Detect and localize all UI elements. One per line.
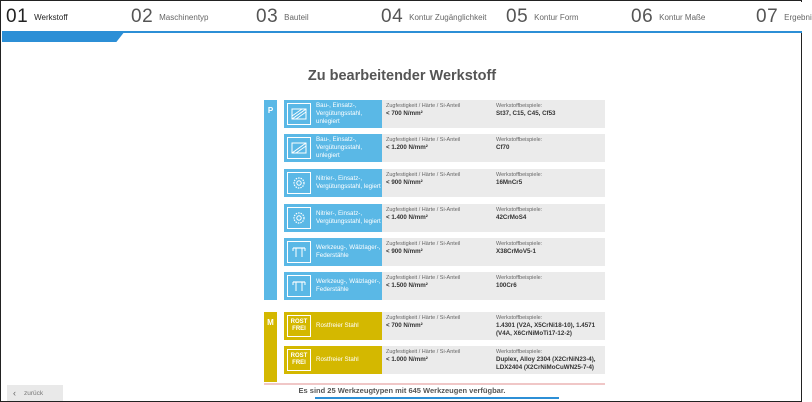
step-01-werkstoff[interactable] — [6, 2, 68, 32]
material-name-cell — [284, 346, 382, 374]
examples-label: Werkstoffbeispiele: — [496, 207, 543, 213]
strength-value: < 1.200 N/mm² — [386, 144, 428, 151]
strength-label: Zugfestigkeit / Härte / Si-Anteil — [386, 241, 461, 247]
examples-cell — [492, 100, 605, 128]
rost-label: ROST — [290, 353, 308, 359]
step-number: 06 — [631, 6, 654, 27]
step-label: Kontur Maße — [659, 12, 706, 22]
strength-label: Zugfestigkeit / Härte / Si-Anteil — [386, 349, 461, 355]
availability-status: Es sind 25 Werkzeugtypen mit 645 Werkzeugen verfügbar. — [298, 386, 506, 395]
material-row[interactable] — [284, 312, 605, 340]
step-label: Werkstoff — [34, 12, 68, 22]
examples-value: 42CrMoS4 — [496, 214, 527, 221]
frei-label: FREI — [292, 326, 306, 332]
material-row[interactable] — [284, 272, 605, 300]
step-05-kontur-form[interactable] — [506, 2, 579, 32]
material-name: Nitrier-, Einsatz-, Vergütungsstahl, legiert — [316, 175, 381, 190]
material-name: Werkzeug-, Wälzlager-, Federstähle — [316, 278, 381, 293]
strength-cell — [382, 169, 492, 197]
step-06-kontur-masse[interactable] — [631, 2, 705, 32]
strength-value: < 900 N/mm² — [386, 179, 423, 186]
material-row[interactable] — [284, 169, 605, 197]
examples-label: Werkstoffbeispiele: — [496, 275, 543, 281]
strength-cell — [382, 134, 492, 162]
group-m-bar: M — [264, 312, 277, 382]
examples-cell — [492, 134, 605, 162]
rost-label: ROST — [290, 319, 308, 325]
step-number: 02 — [131, 6, 154, 27]
strength-value: < 1.400 N/mm² — [386, 214, 428, 221]
examples-cell — [492, 346, 605, 374]
strength-label: Zugfestigkeit / Härte / Si-Anteil — [386, 315, 461, 321]
strength-label: Zugfestigkeit / Härte / Si-Anteil — [386, 103, 461, 109]
step-label: Bauteil — [284, 12, 309, 22]
active-step-indicator — [2, 31, 125, 42]
material-row[interactable] — [284, 346, 605, 374]
footer-underline — [315, 397, 559, 399]
material-name: Nitrier-, Einsatz-, Vergütungsstahl, legiert — [316, 210, 381, 225]
material-row[interactable] — [284, 100, 605, 128]
examples-cell — [492, 204, 605, 232]
strength-cell — [382, 272, 492, 300]
examples-cell — [492, 169, 605, 197]
examples-cell — [492, 238, 605, 266]
strength-cell — [382, 346, 492, 374]
strength-cell — [382, 204, 492, 232]
step-number: 01 — [6, 6, 29, 27]
examples-value: 100Cr6 — [496, 282, 517, 289]
strength-value: < 700 N/mm² — [386, 322, 423, 329]
material-name-cell — [284, 312, 382, 340]
examples-label: Werkstoffbeispiele: — [496, 103, 543, 109]
step-04-kontur-zugaenglichkeit[interactable] — [381, 2, 487, 32]
examples-value: X38CrMoV5-1 — [496, 248, 536, 255]
page-title: Zu bearbeitender Werkstoff — [307, 68, 497, 84]
frei-label: FREI — [292, 360, 306, 366]
strength-value: < 1.000 N/mm² — [386, 356, 428, 363]
material-name: Werkzeug-, Wälzlager-, Federstähle — [316, 244, 381, 259]
rost-frei-icon — [287, 315, 311, 337]
material-name-cell — [284, 238, 382, 266]
gear-icon — [287, 207, 311, 229]
tool-steel-icon — [287, 275, 311, 297]
strength-value: < 1.500 N/mm² — [386, 282, 428, 289]
step-03-bauteil[interactable] — [256, 2, 309, 32]
step-label: Kontur Zugänglichkeit — [409, 12, 487, 22]
material-name-cell — [284, 134, 382, 162]
material-name: Rostfreier Stahl — [316, 322, 359, 329]
strength-label: Zugfestigkeit / Härte / Si-Anteil — [386, 207, 461, 213]
material-name-cell — [284, 100, 382, 128]
material-name: Bau-, Einsatz-, Vergütungsstahl, unlegiert — [316, 102, 363, 125]
material-name-cell — [284, 204, 382, 232]
rost-frei-icon — [287, 349, 311, 371]
examples-value: 1.4301 (V2A, X5CrNi18-10), 1.4571 (V4A, X6CrNiMoTi17-12-2) — [496, 322, 596, 337]
step-number: 03 — [256, 6, 279, 27]
material-name-cell — [284, 169, 382, 197]
chevron-left-icon: ‹ — [13, 388, 16, 398]
step-number: 07 — [756, 6, 779, 27]
step-number: 04 — [381, 6, 404, 27]
examples-cell — [492, 272, 605, 300]
steel-plate-icon — [287, 103, 311, 125]
examples-label: Werkstoffbeispiele: — [496, 315, 543, 321]
examples-label: Werkstoffbeispiele: — [496, 137, 543, 143]
step-02-maschinentyp[interactable] — [131, 2, 209, 32]
strength-cell — [382, 312, 492, 340]
material-name-cell — [284, 272, 382, 300]
material-row[interactable] — [284, 134, 605, 162]
strength-cell — [382, 100, 492, 128]
material-row[interactable] — [284, 238, 605, 266]
strength-value: < 700 N/mm² — [386, 110, 423, 117]
step-label: Maschinentyp — [159, 12, 209, 22]
step-07-ergebnis[interactable] — [756, 2, 812, 32]
material-name: Rostfreier Stahl — [316, 356, 359, 363]
strength-label: Zugfestigkeit / Härte / Si-Anteil — [386, 172, 461, 178]
tool-steel-icon — [287, 241, 311, 263]
examples-value: Duplex, Alloy 2304 (X2CrNiN23-4), LDX2404 (X2CrNiMoCuWN25-7-4) — [496, 356, 596, 371]
back-label: zurück — [24, 389, 44, 397]
material-row[interactable] — [284, 204, 605, 232]
strength-label: Zugfestigkeit / Härte / Si-Anteil — [386, 137, 461, 143]
strength-cell — [382, 238, 492, 266]
step-number: 05 — [506, 6, 529, 27]
group-p-bar: P — [264, 100, 277, 300]
gear-icon — [287, 172, 311, 194]
next-group-preview — [264, 383, 605, 385]
examples-value: 16MnCr5 — [496, 179, 523, 186]
examples-label: Werkstoffbeispiele: — [496, 172, 543, 178]
material-name: Bau-, Einsatz-, Vergütungsstahl, unlegiert — [316, 136, 363, 159]
examples-value: St37, C15, C45, Cf53 — [496, 110, 556, 117]
strength-value: < 900 N/mm² — [386, 248, 423, 255]
examples-cell — [492, 312, 605, 340]
examples-label: Werkstoffbeispiele: — [496, 349, 543, 355]
examples-value: Cf70 — [496, 144, 510, 151]
step-label: Kontur Form — [534, 12, 579, 22]
steel-plate-icon — [287, 137, 311, 159]
examples-label: Werkstoffbeispiele: — [496, 241, 543, 247]
step-label: Ergebni — [784, 12, 812, 22]
strength-label: Zugfestigkeit / Härte / Si-Anteil — [386, 275, 461, 281]
step-navigation — [2, 2, 812, 32]
